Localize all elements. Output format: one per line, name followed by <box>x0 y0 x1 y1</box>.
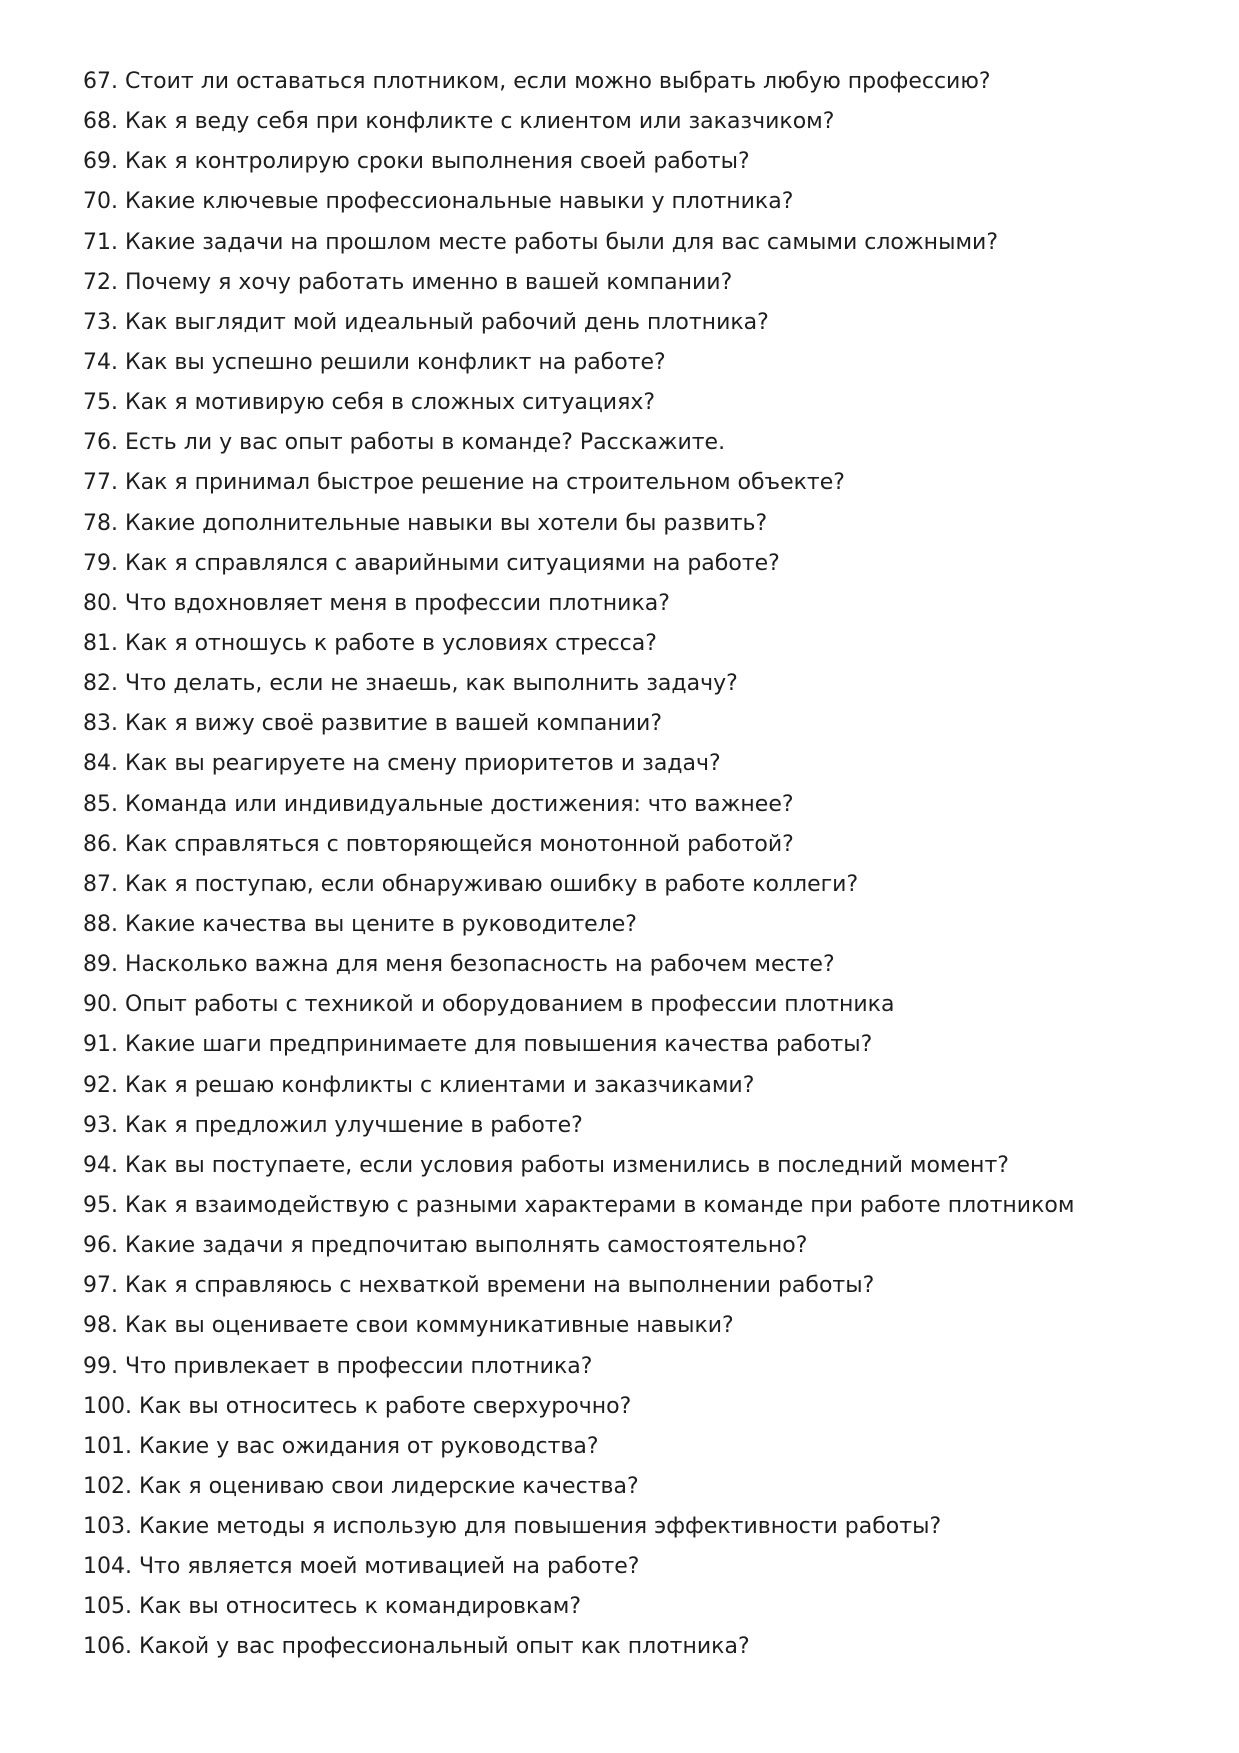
question-item: 106. Какой у вас профессиональный опыт как плотника? <box>83 1634 750 1660</box>
question-item: 100. Как вы относитесь к работе сверхурочно? <box>83 1393 632 1419</box>
question-item: 105. Как вы относитесь к командировкам? <box>83 1594 582 1620</box>
question-item: 84. Как вы реагируете на смену приоритетов и задач? <box>83 751 721 777</box>
question-item: 90. Опыт работы с техникой и оборудованием в профессии плотника <box>83 992 895 1018</box>
question-item: 92. Как я решаю конфликты с клиентами и заказчиками? <box>83 1072 755 1098</box>
question-item: 102. Как я оцениваю свои лидерские качества? <box>83 1473 639 1499</box>
question-item: 78. Какие дополнительные навыки вы хотели бы развить? <box>83 510 768 536</box>
question-item: 74. Как вы успешно решили конфликт на работе? <box>83 349 666 375</box>
question-item: 86. Как справляться с повторяющейся монотонной работой? <box>83 831 794 857</box>
question-item: 79. Как я справлялся с аварийными ситуациями на работе? <box>83 550 780 576</box>
question-item: 104. Что является моей мотивацией на работе? <box>83 1554 640 1580</box>
question-item: 71. Какие задачи на прошлом месте работы были для вас самыми сложными? <box>83 229 999 255</box>
question-item: 103. Какие методы я использую для повышения эффективности работы? <box>83 1514 942 1540</box>
question-item: 82. Что делать, если не знаешь, как выполнить задачу? <box>83 671 738 697</box>
question-item: 97. Как я справляюсь с нехваткой времени на выполнении работы? <box>83 1273 875 1299</box>
question-item: 72. Почему я хочу работать именно в вашей компании? <box>83 269 733 295</box>
question-item: 99. Что привлекает в профессии плотника? <box>83 1353 593 1379</box>
question-item: 80. Что вдохновляет меня в профессии плотника? <box>83 590 670 616</box>
question-item: 91. Какие шаги предпринимаете для повышения качества работы? <box>83 1032 873 1058</box>
question-item: 76. Есть ли у вас опыт работы в команде? Расскажите. <box>83 430 726 456</box>
question-item: 77. Как я принимал быстрое решение на строительном объекте? <box>83 470 845 496</box>
question-item: 89. Насколько важна для меня безопасность на рабочем месте? <box>83 952 835 978</box>
question-item: 88. Какие качества вы цените в руководителе? <box>83 911 637 937</box>
question-item: 67. Стоит ли оставаться плотником, если можно выбрать любую профессию? <box>83 69 991 94</box>
question-item: 83. Как я вижу своё развитие в вашей компании? <box>83 711 663 737</box>
question-item: 87. Как я поступаю, если обнаруживаю ошибку в работе коллеги? <box>83 871 859 897</box>
question-item: 93. Как я предложил улучшение в работе? <box>83 1112 583 1138</box>
question-item: 94. Как вы поступаете, если условия работы изменились в последний момент? <box>83 1152 1009 1178</box>
question-item: 69. Как я контролирую сроки выполнения своей работы? <box>83 149 750 175</box>
question-item: 85. Команда или индивидуальные достижения: что важнее? <box>83 791 794 817</box>
question-item: 101. Какие у вас ожидания от руководства? <box>83 1433 599 1459</box>
question-item: 81. Как я отношусь к работе в условиях стресса? <box>83 630 657 656</box>
question-item: 98. Как вы оцениваете свои коммуникативные навыки? <box>83 1313 734 1339</box>
question-item: 68. Как я веду себя при конфликте с клиентом или заказчиком? <box>83 109 835 135</box>
question-item: 70. Какие ключевые профессиональные навыки у плотника? <box>83 189 794 215</box>
question-item: 73. Как выглядит мой идеальный рабочий день плотника? <box>83 309 769 335</box>
question-item: 75. Как я мотивирую себя в сложных ситуациях? <box>83 390 656 416</box>
question-item: 95. Как я взаимодействую с разными характерами в команде при работе плотником <box>83 1192 1075 1218</box>
question-item: 96. Какие задачи я предпочитаю выполнять самостоятельно? <box>83 1233 808 1259</box>
question-list <box>83 62 1183 1668</box>
